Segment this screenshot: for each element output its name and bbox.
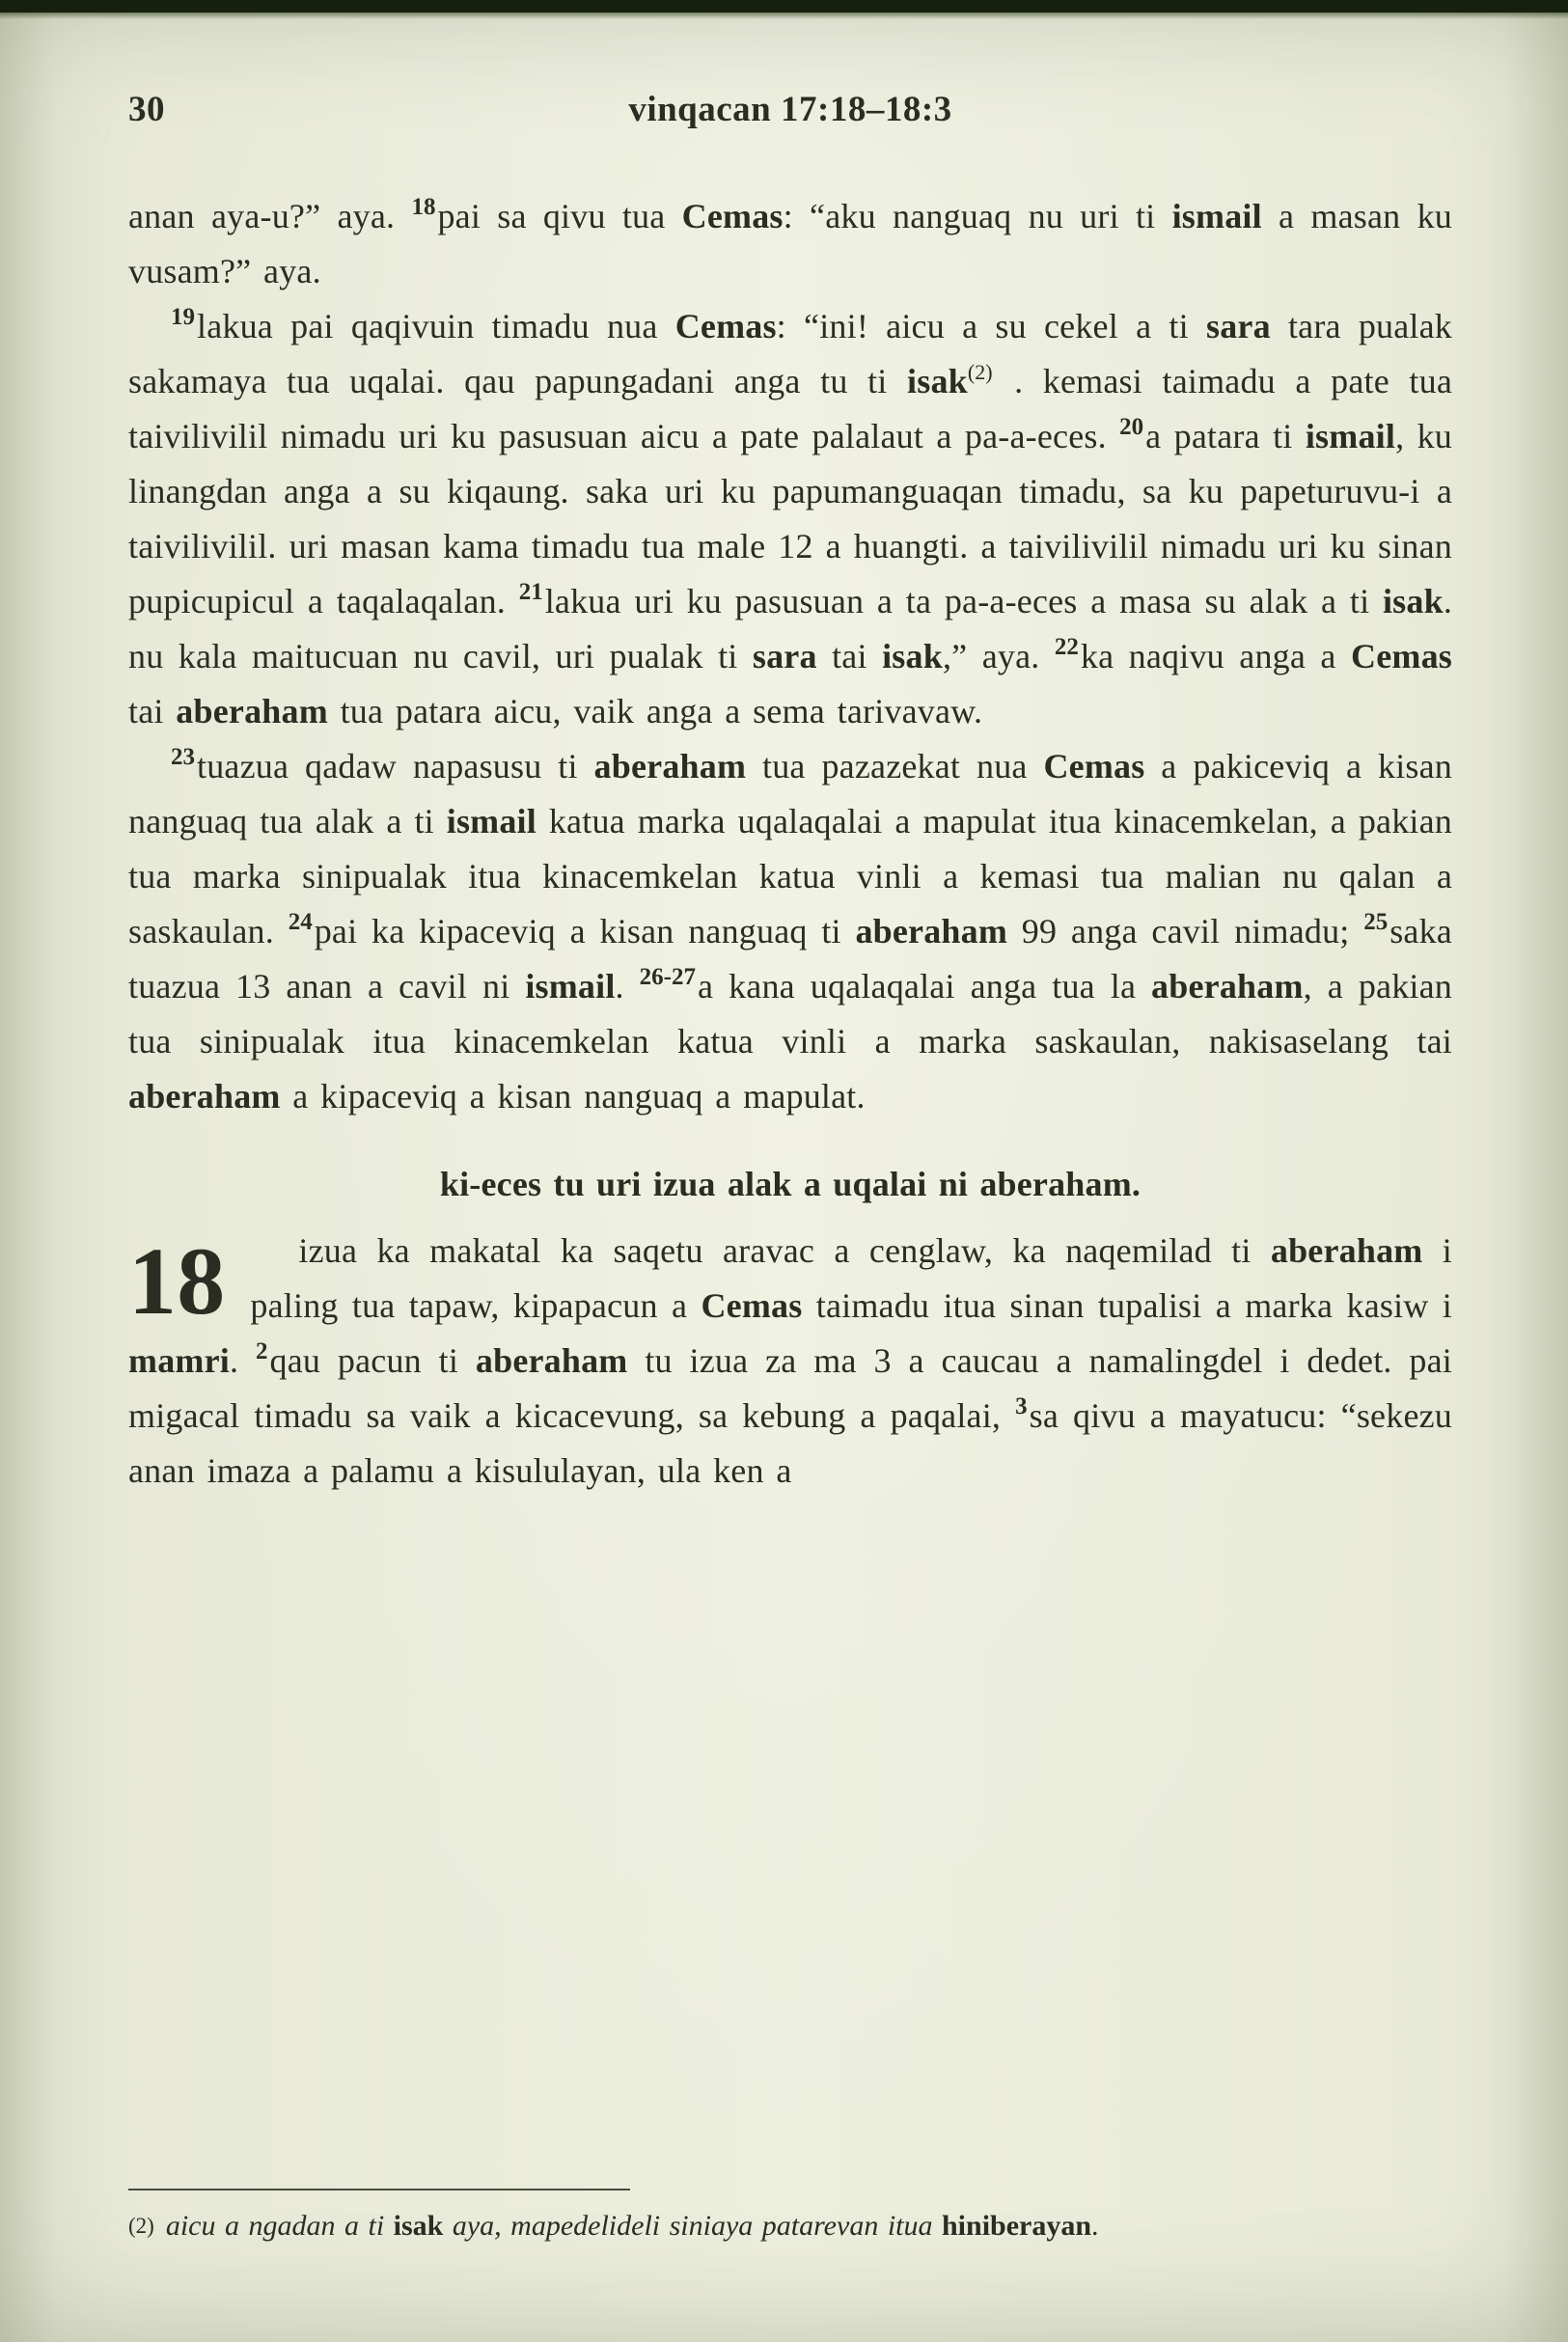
text-run: tuazua qadaw napasusu ti (197, 747, 594, 785)
page-number: 30 (128, 90, 165, 129)
text-run: . (229, 1341, 256, 1380)
footnote-text (166, 2210, 1099, 2242)
body-paragraph (128, 299, 1452, 739)
footnote-marker: (2) (128, 2214, 154, 2238)
text-run: katua marka uqalaqalai a mapulat itua kinacemkelan, a pakian tua marka sinipualak itua kinacemkelan katua vinli a kemasi tua malian nu qalan a saskaulan. (128, 802, 1452, 951)
chapter-text (128, 1224, 1452, 1499)
text-run: lakua pai qaqivuin timadu nua (197, 307, 675, 345)
text-run: ismail (1171, 197, 1262, 235)
text-run: aberaham (593, 747, 747, 785)
text-run: tua pazazekat nua (746, 747, 1044, 785)
text-run: sara (1205, 307, 1271, 345)
text-run: aberaham (855, 912, 1008, 951)
text-run: Cemas (1351, 637, 1453, 675)
footnote (128, 2204, 1452, 2249)
body-paragraph (128, 189, 1452, 299)
body-paragraph (128, 739, 1452, 1124)
verse-number: 21 (518, 579, 543, 605)
text-run: aberaham (1270, 1231, 1423, 1270)
text-run: . (615, 967, 640, 1006)
chapter-number: 18 (128, 1227, 226, 1335)
text-block (128, 189, 1452, 1499)
text-run: , ku linangdan anga a su kiqaung. saka uri ku papumanguaqan timadu, sa ku papeturuvu-i a taivilivilil. uri masan kama timadu tua male 12 a huangti. a taivilivilil nimadu uri ku sinan pupicupicul a taqalaqalan. (128, 417, 1452, 620)
text-run: Cemas (701, 1286, 803, 1325)
text-run: . kemasi taimadu a pate tua taivilivilil nimadu uri ku pasusuan aicu a pate palalaut a pa-a-eces. (128, 362, 1452, 455)
footnote-reference: (2) (967, 360, 993, 384)
verse-number: 25 (1363, 909, 1389, 935)
verse-number: 26-27 (639, 964, 696, 990)
text-run: ismail (1305, 417, 1396, 455)
text-run: isak (907, 362, 968, 400)
text-run: ,” aya. (942, 637, 1055, 675)
text-run: : “ini! aicu a su cekel a ti (776, 307, 1206, 345)
scan-top-edge (0, 0, 1568, 13)
text-run: 99 anga cavil nimadu; (1007, 912, 1364, 951)
text-run: aya, mapedelideli siniaya patarevan itua (443, 2210, 942, 2242)
text-run: : “aku nanguaq nu uri ti (783, 197, 1172, 235)
text-run: isak (1382, 582, 1444, 620)
text-run: tu izua za ma 3 a caucau a namalingdel i dedet. pai migacal timadu sa vaik a kicacevung, sa kebung a paqalai, (128, 1341, 1452, 1435)
verse-number: 20 (1119, 414, 1144, 440)
text-run: Cemas (1043, 747, 1145, 785)
chapter-paragraph (128, 1224, 1452, 1499)
text-run: izua ka makatal ka saqetu aravac a cenglaw, ka naqemilad ti (298, 1231, 1271, 1270)
text-run: sara (752, 637, 817, 675)
text-run: ismail (525, 967, 616, 1006)
text-run: sa qivu a mayatucu: “sekezu anan imaza a palamu a kisululayan, ula ken a (128, 1396, 1452, 1490)
verse-number: 19 (171, 304, 195, 330)
verse-number: 2 (256, 1338, 268, 1364)
verse-number: 3 (1015, 1393, 1028, 1419)
text-run: aberaham (1151, 967, 1304, 1006)
text-run: tara pualak sakamaya tua uqalai. qau papungadani anga tu ti (128, 307, 1453, 400)
text-run: aberaham (128, 1077, 281, 1116)
text-run: isak (393, 2210, 444, 2242)
text-run: pai ka kipaceviq a kisan nanguaq ti (314, 912, 856, 951)
text-run: qau pacun ti (269, 1341, 476, 1380)
verse-number: 24 (288, 909, 313, 935)
verse-number: 18 (411, 194, 436, 220)
text-run: i paling tua tapaw, kipapacun a (250, 1231, 1452, 1325)
text-run: tai (816, 637, 883, 675)
text-run: . (1091, 2210, 1099, 2242)
body-paragraphs (128, 189, 1452, 1124)
text-run: Cemas (674, 307, 777, 345)
text-run: aberaham (176, 692, 328, 730)
text-run: isak (882, 637, 943, 675)
text-run: saka tuazua 13 anan a cavil ni (128, 912, 1452, 1006)
text-run: mamri (128, 1341, 230, 1380)
running-head: vinqacan 17:18–18:3 (628, 90, 952, 129)
text-run: a masan ku vusam?” aya. (128, 197, 1452, 290)
text-run: a pakiceviq a kisan nanguaq tua alak a ti (128, 747, 1452, 840)
text-run: tua patara aicu, vaik anga a sema tarivavaw. (327, 692, 983, 730)
text-run: ismail (446, 802, 536, 840)
text-run: aberaham (475, 1341, 628, 1380)
text-run: taimadu itua sinan tupalisi a marka kasiw i (802, 1286, 1452, 1325)
footnote-area (128, 2189, 1452, 2249)
verse-number: 22 (1054, 634, 1079, 660)
text-run: pai sa qivu tua (437, 197, 682, 235)
text-run: lakua uri ku pasusuan a ta pa-a-eces a masa su alak a ti (544, 582, 1383, 620)
text-run: . nu kala maitucuan nu cavil, uri pualak ti (128, 582, 1453, 675)
text-run: Cemas (681, 197, 784, 235)
text-run: a patara ti (1145, 417, 1306, 455)
text-run: hiniberayan (941, 2210, 1092, 2242)
text-run: ka naqivu anga a (1080, 637, 1352, 675)
page-header (128, 89, 1452, 137)
section-heading: ki-eces tu uri izua alak a uqalai ni aberaham. (439, 1165, 1142, 1203)
footnote-divider (128, 2189, 630, 2190)
text-run: tai (128, 692, 177, 730)
text-run: a kipaceviq a kisan nanguaq a mapulat. (280, 1077, 866, 1116)
verse-number: 23 (171, 744, 195, 770)
text-run: , a pakian tua sinipualak itua kinacemkelan katua vinli a marka saskaulan, nakisaselang tai (128, 967, 1453, 1061)
text-run: aicu a ngadan a ti (165, 2210, 394, 2242)
text-run: anan aya-u?” aya. (128, 197, 412, 235)
text-run: a kana uqalaqalai anga tua la (697, 967, 1152, 1006)
